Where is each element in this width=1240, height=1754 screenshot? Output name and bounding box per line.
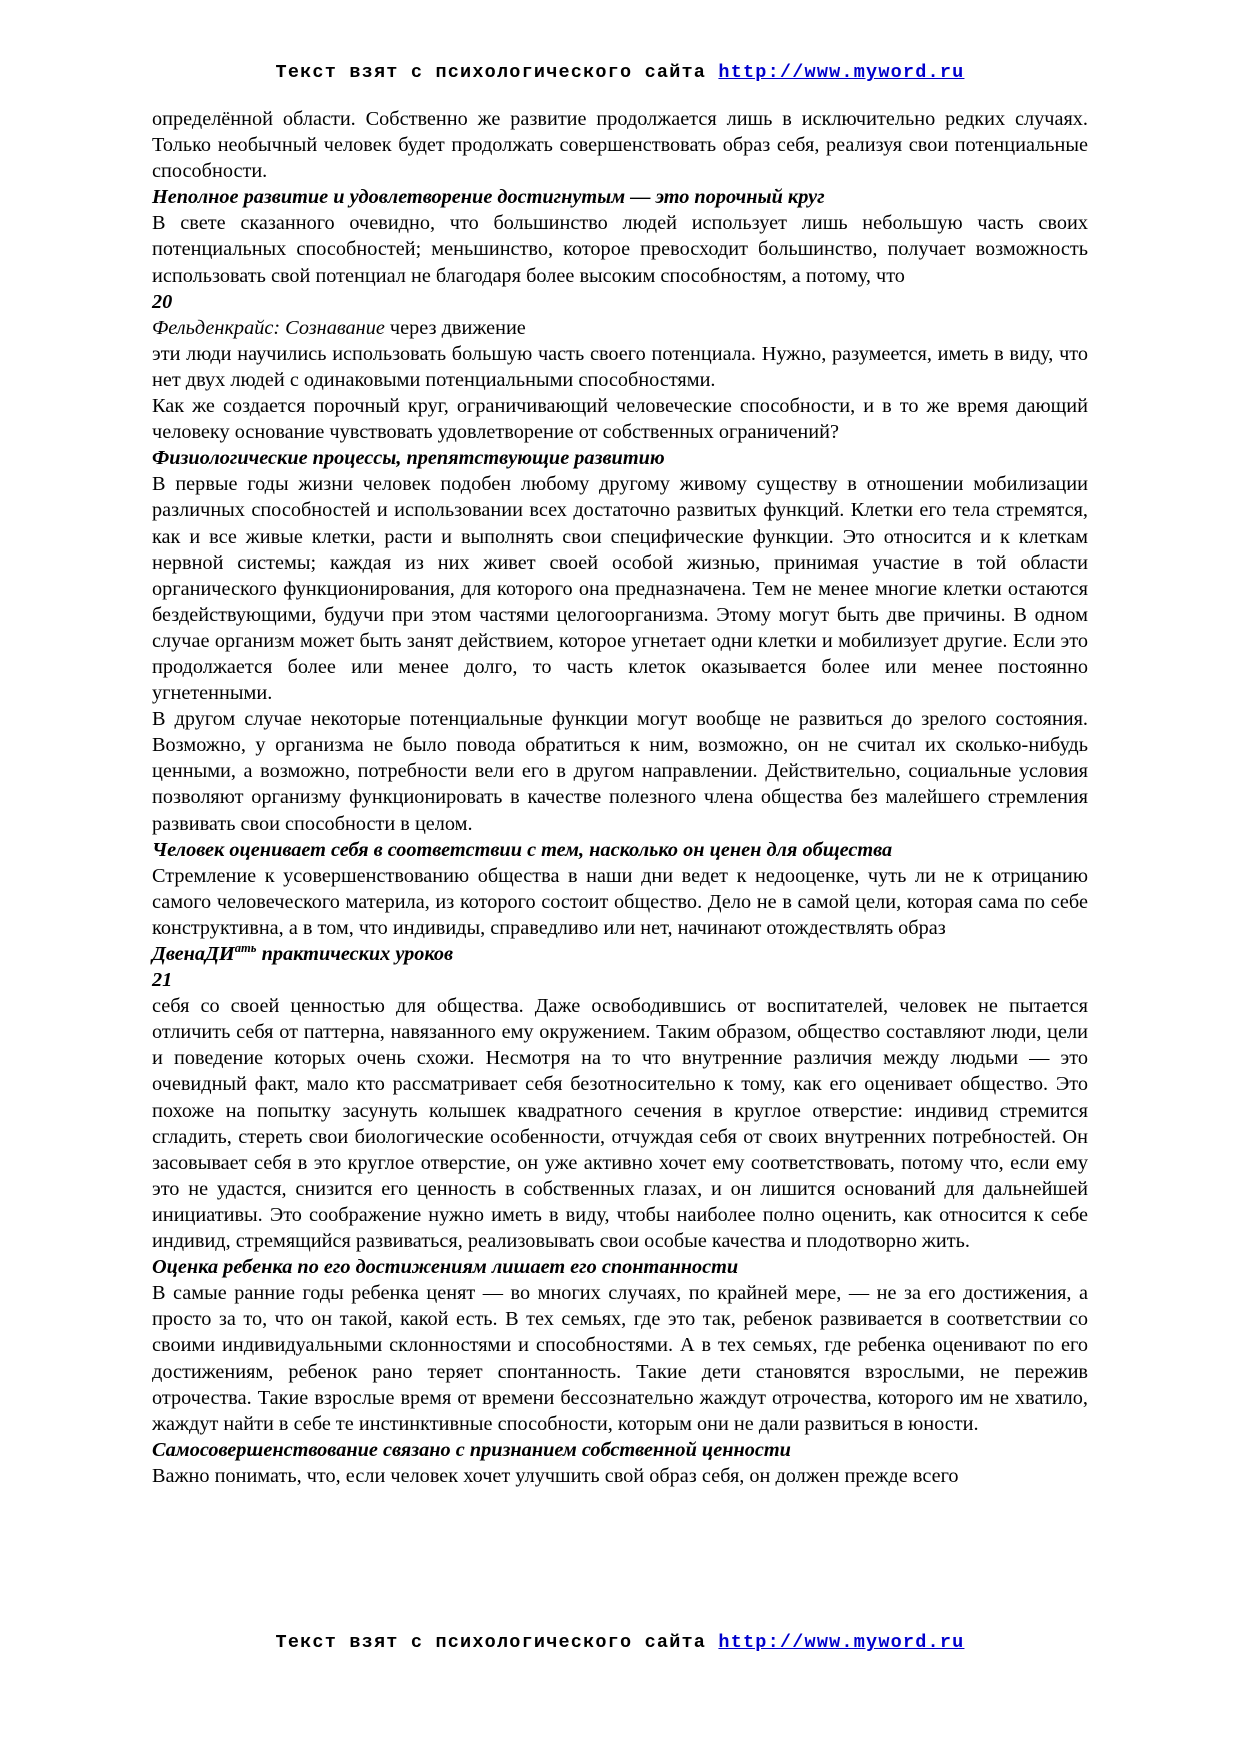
paragraph-6: В другом случае некоторые потенциальные функции могут вообще не развиться до зрелого состояния. Возможно, у организма не было повода обратиться к ним, возможно, он не считал их сколько-нибудь ценными, а возможно, потребности вели его в другом направлении. Действительно, социальные условия позволяют организму функционировать в качестве полезного члена общества без малейшего стремления развивать свои способности в целом. — [152, 708, 1088, 835]
heading-4-superscript: ать — [234, 941, 257, 956]
paragraph-10: Важно понимать, что, если человек хочет улучшить свой образ себя, он должен прежде всего — [152, 1464, 959, 1487]
paragraph-5: В первые годы жизни человек подобен любому другому живому существу в отношении мобилизации различных способностей и использовании всех достаточно развитых функций. Клетки его тела стремятся, как и все живые клетки, расти и выполнять свои специфические функции. Это относится и к клеткам нервной системы; каждая из них живет своей особой жизнью, принимая участие в той области органического функционирования, для которого она предназначена. Тем не менее многие клетки остаются бездействующими, будучи при этом частями целогоорганизма. Этому могут быть две причины. В одном случае организм может быть занят действием, которое угнетает одни клетки и мобилизует другие. Если это продолжается более или менее долго, то часть клеток оказывается более или менее постоянно угнетенными. — [152, 473, 1088, 705]
running-head-italic: Фельденкрайс: Сознавание — [152, 316, 385, 339]
paragraph-7: Стремление к усовершенствованию общества в наши дни ведет к недооценке, чуть ли не к отрицанию самого человеческого материла, из которого состоит общество. Дело не в самой цели, которая сама по себе конструктивна, а в том, что индивиды, справедливо или нет, начинают отождествлять образ — [152, 864, 1088, 939]
watermark-header-text: Текст взят с психологического сайта — [275, 62, 719, 83]
paragraph-4: Как же создается порочный круг, ограничивающий человеческие способности, и в то же время дающий человеку основание чувствовать удовлетворение от собственных ограничений? — [152, 395, 1088, 444]
watermark-footer-link[interactable]: http://www.myword.ru — [718, 1632, 965, 1653]
watermark-header — [0, 62, 1240, 83]
paragraph-8: себя со своей ценностью для общества. Даже освободившись от воспитателей, человек не пытается отличить себя от паттерна, навязанного ему окружением. Таким образом, общество составляют люди, цели и поведение которых очень схожи. Несмотря на то что внутренние различия между людьми — это очевидный факт, мало кто рассматривает себя безотносительно к тому, как его оценивает общество. Это похоже на попытку засунуть колышек квадратного сечения в круглое отверстие: индивид стремится сгладить, стереть свои биологические особенности, отчуждая себя от своих внутренних потребностей. Он засовывает себя в это круглое отверстие, он уже активно хочет ему соответствовать, потому что, если ему это не удастся, снизится его ценность в собственных глазах, и он лишится оснований для дальнейшей инициативы. Это соображение нужно иметь в виду, чтобы наиболее полно оценить, как относится к себе индивид, стремящийся развиваться, реализовывать свои особые качества и плодотворно жить. — [152, 995, 1088, 1253]
section-heading-2: Физиологические процессы, препятствующие развитию — [152, 447, 665, 470]
watermark-header-link[interactable]: http://www.myword.ru — [718, 62, 965, 83]
section-heading-5: Оценка ребенка по его достижениям лишает его спонтанности — [152, 1256, 739, 1279]
document-body — [152, 106, 1088, 1489]
section-heading-3: Человек оценивает себя в соответствии с тем, насколько он ценен для общества — [152, 838, 893, 861]
section-heading-1: Неполное развитие и удовлетворение достигнутым — это порочный круг — [152, 186, 825, 209]
running-head — [152, 315, 1088, 341]
watermark-footer — [0, 1632, 1240, 1653]
page-number-21: 21 — [152, 969, 173, 992]
section-heading-4 — [152, 941, 1088, 967]
paragraph-3: эти люди научились использовать большую часть своего потенциала. Нужно, разумеется, иметь в виду, что нет двух людей с одинаковыми потенциальными способностями. — [152, 342, 1088, 391]
running-head-upright: через движение — [384, 316, 526, 339]
heading-4-rest: практических уроков — [256, 943, 454, 965]
heading-4-main: ДвенаДИ — [152, 943, 235, 965]
page-number-20: 20 — [152, 290, 173, 313]
watermark-footer-text: Текст взят с психологического сайта — [275, 1632, 719, 1653]
paragraph-2: В свете сказанного очевидно, что большинство людей использует лишь небольшую часть своих потенциальных способностей; меньшинство, которое превосходит большинство, получает возможность использовать свой потенциал не благодаря более высоким способностям, а потому, что — [152, 212, 1088, 287]
paragraph-1: определённой области. Собственно же развитие продолжается лишь в исключительно редких случаях. Только необычный человек будет продолжать совершенствовать образ себя, реализуя свои потенциальные способности. — [152, 108, 1088, 183]
paragraph-9: В самые ранние годы ребенка ценят — во многих случаях, по крайней мере, — не за его достижения, а просто за то, что он такой, какой есть. В тех семьях, где это так, ребенок развивается в соответствии со своими индивидуальными склонностями и способностями. А в тех семьях, где ребенка оценивают по его достижениям, ребенок рано теряет спонтанность. Такие дети становятся взрослыми, не пережив отрочества. Такие взрослые время от времени бессознательно жаждут отрочества, которого им не хватило, жаждут найти в себе те инстинктивные способности, которым они не дали развиться в юности. — [152, 1282, 1088, 1435]
section-heading-6: Самосовершенствование связано с признанием собственной ценности — [152, 1438, 791, 1461]
